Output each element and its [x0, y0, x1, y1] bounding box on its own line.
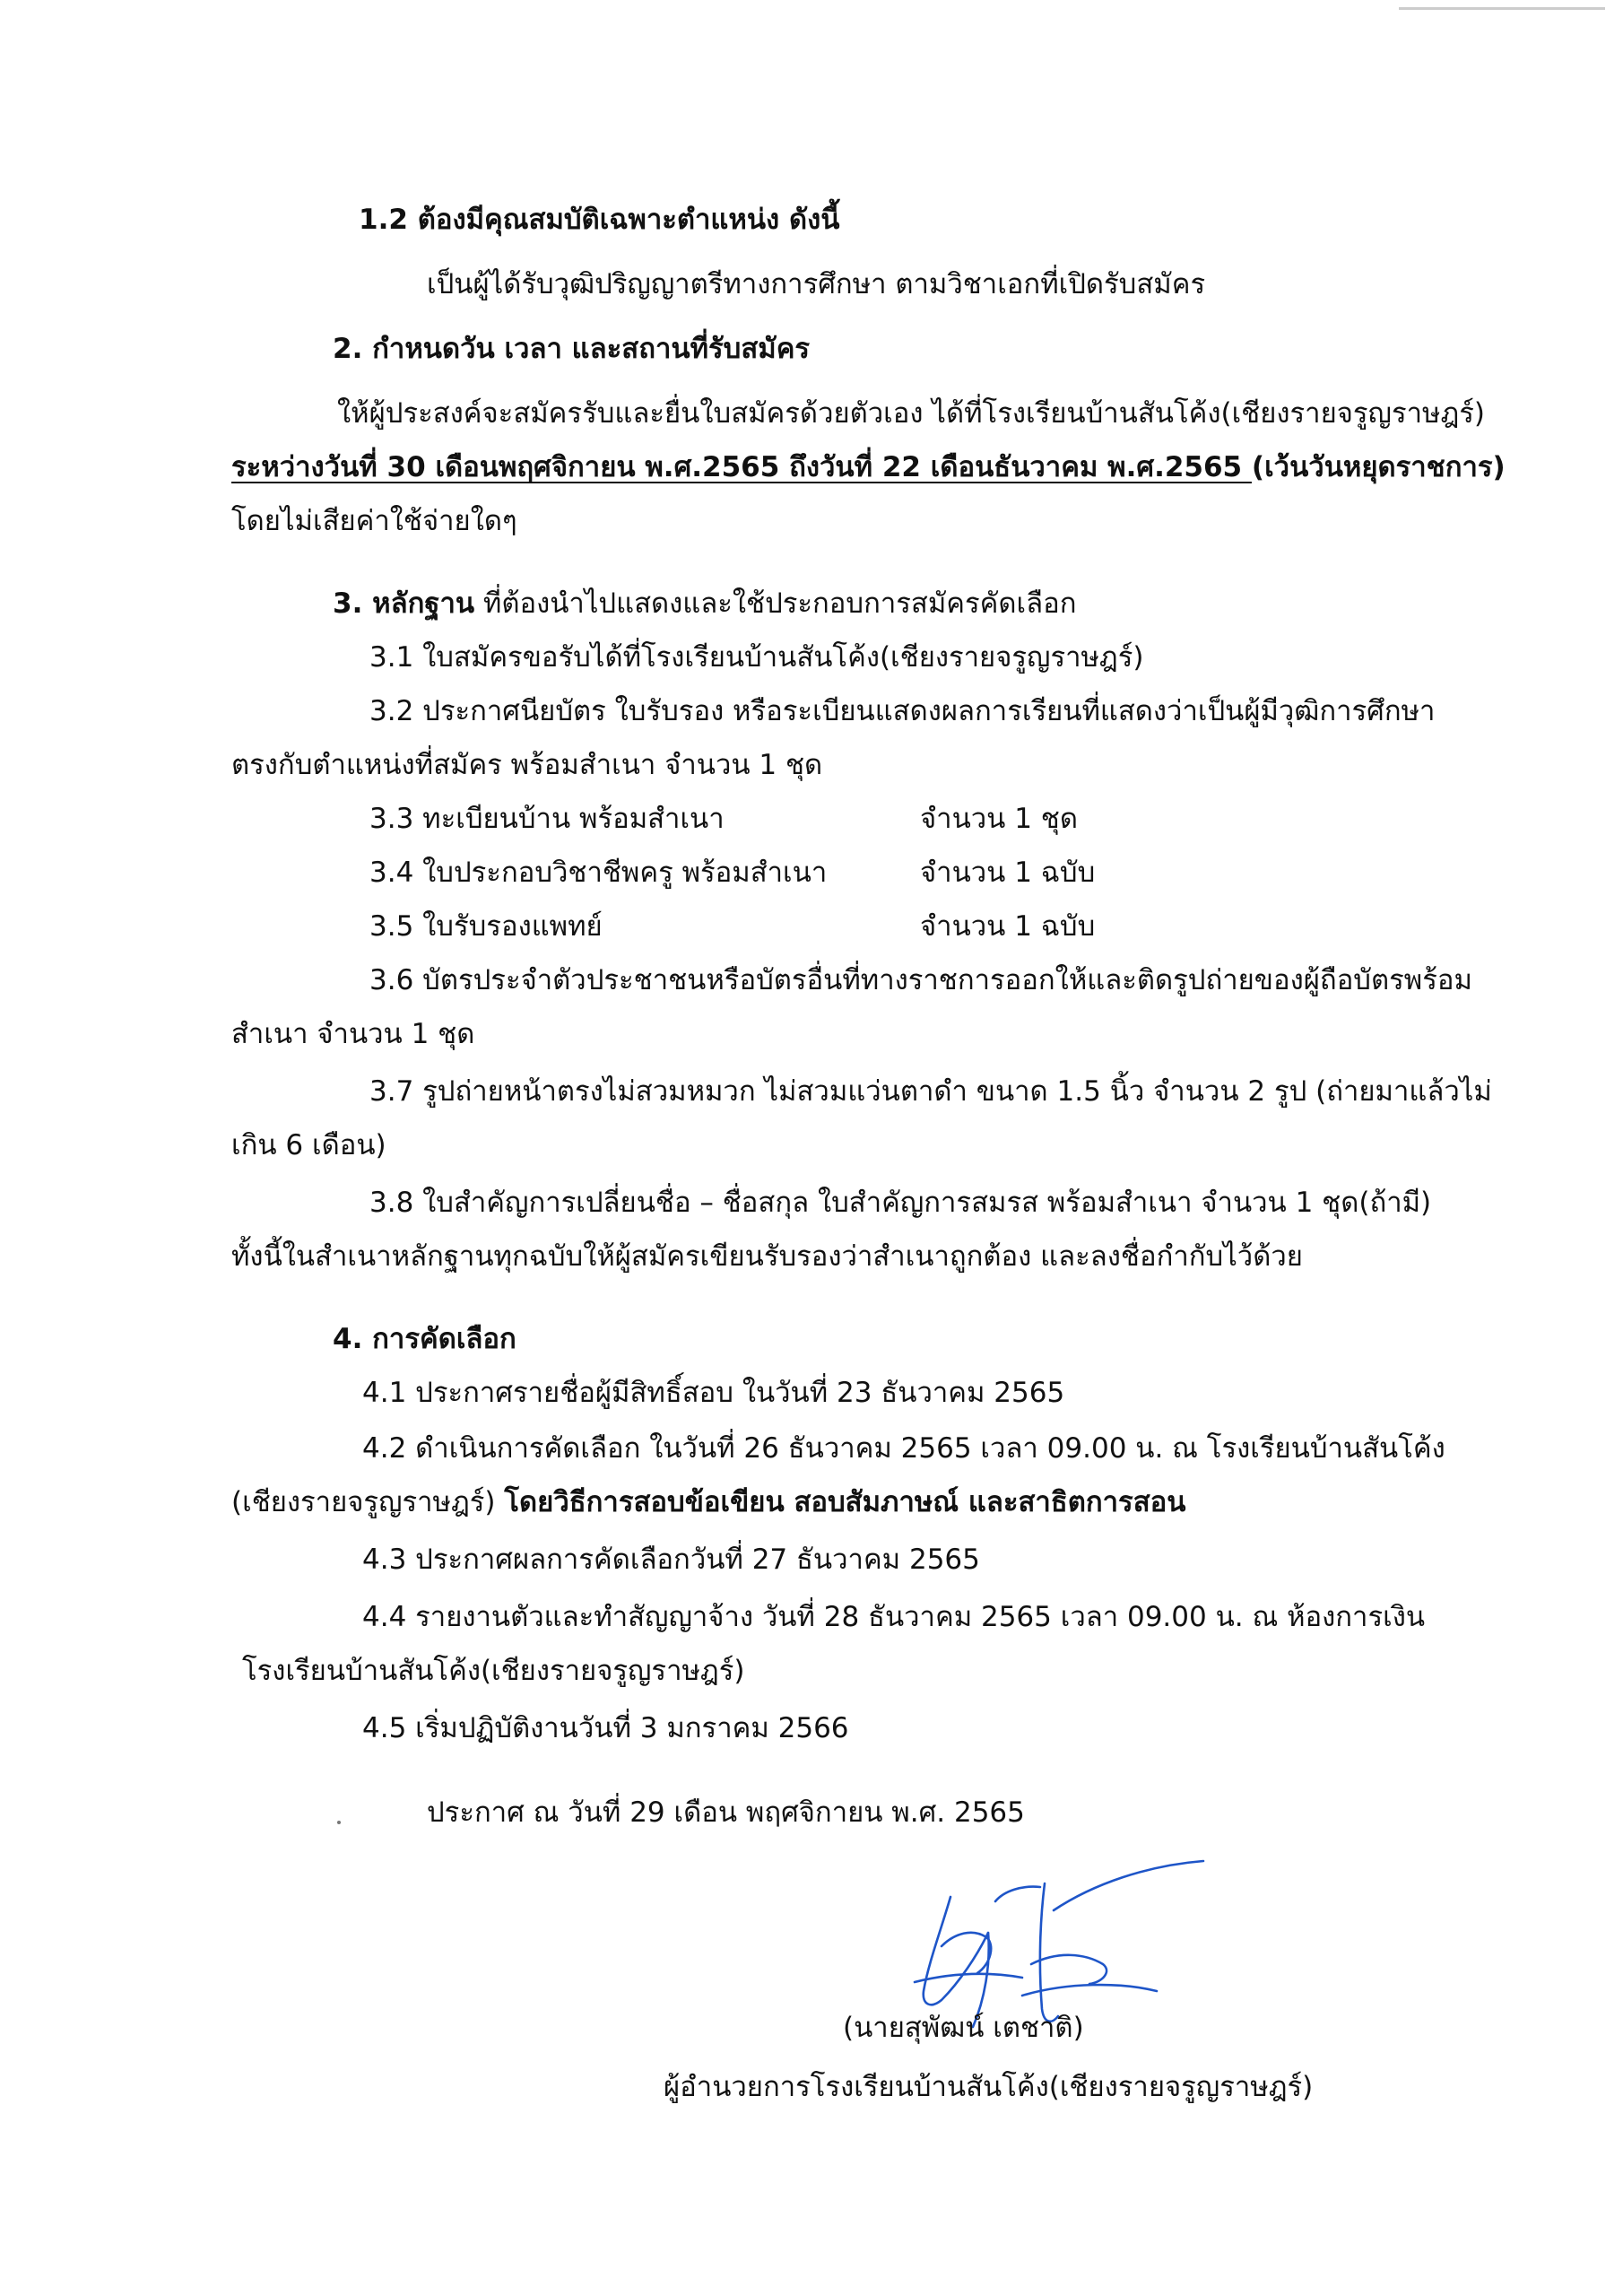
section-3-note: ทั้งนี้ในสำเนาหลักฐานทุกฉบับให้ผู้สมัครเขียนรับรองว่าสำเนาถูกต้อง และลงชื่อกำกับไว้ด้วย: [231, 1240, 1303, 1273]
item-3-4: [369, 857, 827, 890]
item-3-6-line1: 3.6 บัตรประจำตัวประชาชนหรือบัตรอื่นที่ทางราชการออกให้และติดรูปถ่ายของผู้ถือบัตรพร้อม: [369, 964, 1472, 996]
item-3-4-label: 3.4 ใบประกอบวิชาชีพครู พร้อมสำเนา: [369, 857, 828, 889]
item-4-1: 4.1 ประกาศรายชื่อผู้มีสิทธิ์สอบ ในวันที่ 23 ธันวาคม 2565: [362, 1377, 1065, 1409]
item-3-5: [369, 911, 603, 944]
section-2-period-dates: ระหว่างวันที่ 30 เดือนพฤศจิกายน พ.ศ.2565 ถึงวันที่ 22 เดือนธันวาคม พ.ศ.2565: [231, 451, 1252, 483]
signatory-name: (นายสุพัฒน์ เตชาติ): [843, 2012, 1084, 2044]
item-4-3: 4.3 ประกาศผลการคัดเลือกวันที่ 27 ธันวาคม 2565: [362, 1544, 980, 1576]
item-3-6-line2: สำเนา จำนวน 1 ชุด: [231, 1018, 475, 1050]
section-2-period-note: (เว้นวันหยุดราชการ): [1251, 451, 1506, 483]
section-2-period: [231, 452, 1506, 484]
scan-edge-mark: [1399, 7, 1605, 10]
announcement-date: ประกาศ ณ วันที่ 29 เดือน พฤศจิกายน พ.ศ. 2565: [427, 1796, 1025, 1829]
section-2-heading: 2. กำหนดวัน เวลา และสถานที่รับสมัคร: [333, 333, 811, 365]
item-3-7-line2: เกิน 6 เดือน): [231, 1129, 386, 1161]
item-3-4-qty: จำนวน 1 ฉบับ: [920, 857, 1096, 889]
item-3-1: 3.1 ใบสมัครขอรับได้ที่โรงเรียนบ้านสันโค้ง(เชียงรายจรูญราษฎร์): [369, 641, 1144, 674]
item-4-2-line2: [231, 1487, 1185, 1519]
section-1-2-heading: 1.2 ต้องมีคุณสมบัติเฉพาะตำแหน่ง ดังนี้: [359, 204, 840, 236]
item-3-5-qty: จำนวน 1 ฉบับ: [920, 910, 1096, 943]
item-3-2-line2: ตรงกับตำแหน่งที่สมัคร พร้อมสำเนา จำนวน 1 ชุด: [231, 749, 823, 781]
item-4-2-school: (เชียงรายจรูญราษฎร์): [231, 1486, 505, 1518]
item-3-5-label: 3.5 ใบรับรองแพทย์: [369, 910, 603, 943]
item-4-4-line1: 4.4 รายงานตัวและทำสัญญาจ้าง วันที่ 28 ธันวาคม 2565 เวลา 09.00 น. ณ ห้องการเงิน: [362, 1601, 1426, 1633]
signatory-position: ผู้อำนวยการโรงเรียนบ้านสันโค้ง(เชียงรายจรูญราษฎร์): [664, 2071, 1314, 2103]
section-2-line3: โดยไม่เสียค่าใช้จ่ายใดๆ: [231, 505, 517, 537]
item-4-2-method: โดยวิธีการสอบข้อเขียน สอบสัมภาษณ์ และสาธิตการสอน: [504, 1486, 1186, 1518]
section-3-heading: [333, 588, 1077, 621]
section-1-2-text: เป็นผู้ได้รับวุฒิปริญญาตรีทางการศึกษา ตามวิชาเอกที่เปิดรับสมัคร: [427, 268, 1206, 300]
section-3-heading-bold: 3. หลักฐาน: [333, 587, 475, 620]
item-3-7-line1: 3.7 รูปถ่ายหน้าตรงไม่สวมหมวก ไม่สวมแว่นตาดำ ขนาด 1.5 นิ้ว จำนวน 2 รูป (ถ่ายมาแล้วไม่: [369, 1075, 1492, 1108]
item-4-4-line2: โรงเรียนบ้านสันโค้ง(เชียงรายจรูญราษฎร์): [242, 1655, 745, 1687]
section-2-line1: ให้ผู้ประสงค์จะสมัครรับและยื่นใบสมัครด้วยตัวเอง ได้ที่โรงเรียนบ้านสันโค้ง(เชียงรายจรูญราษฎร์): [337, 397, 1486, 430]
section-4-heading: 4. การคัดเลือก: [333, 1323, 516, 1355]
item-3-2-line1: 3.2 ประกาศนียบัตร ใบรับรอง หรือระเบียนแสดงผลการเรียนที่แสดงว่าเป็นผู้มีวุฒิการศึกษา: [369, 695, 1436, 727]
item-4-5: 4.5 เริ่มปฏิบัติงานวันที่ 3 มกราคม 2566: [362, 1712, 849, 1744]
item-3-8: 3.8 ใบสำคัญการเปลี่ยนชื่อ – ชื่อสกุล ใบสำคัญการสมรส พร้อมสำเนา จำนวน 1 ชุด(ถ้ามี): [369, 1187, 1432, 1219]
item-3-3-qty: จำนวน 1 ชุด: [920, 803, 1078, 835]
item-3-3-label: 3.3 ทะเบียนบ้าน พร้อมสำเนา: [369, 803, 725, 835]
item-4-2-line1: 4.2 ดำเนินการคัดเลือก ในวันที่ 26 ธันวาคม 2565 เวลา 09.00 น. ณ โรงเรียนบ้านสันโค้ง: [362, 1432, 1445, 1465]
item-3-3: [369, 804, 725, 836]
section-3-heading-rest: ที่ต้องนำไปแสดงและใช้ประกอบการสมัครคัดเลือก: [474, 587, 1077, 620]
scan-dot: [337, 1821, 341, 1824]
